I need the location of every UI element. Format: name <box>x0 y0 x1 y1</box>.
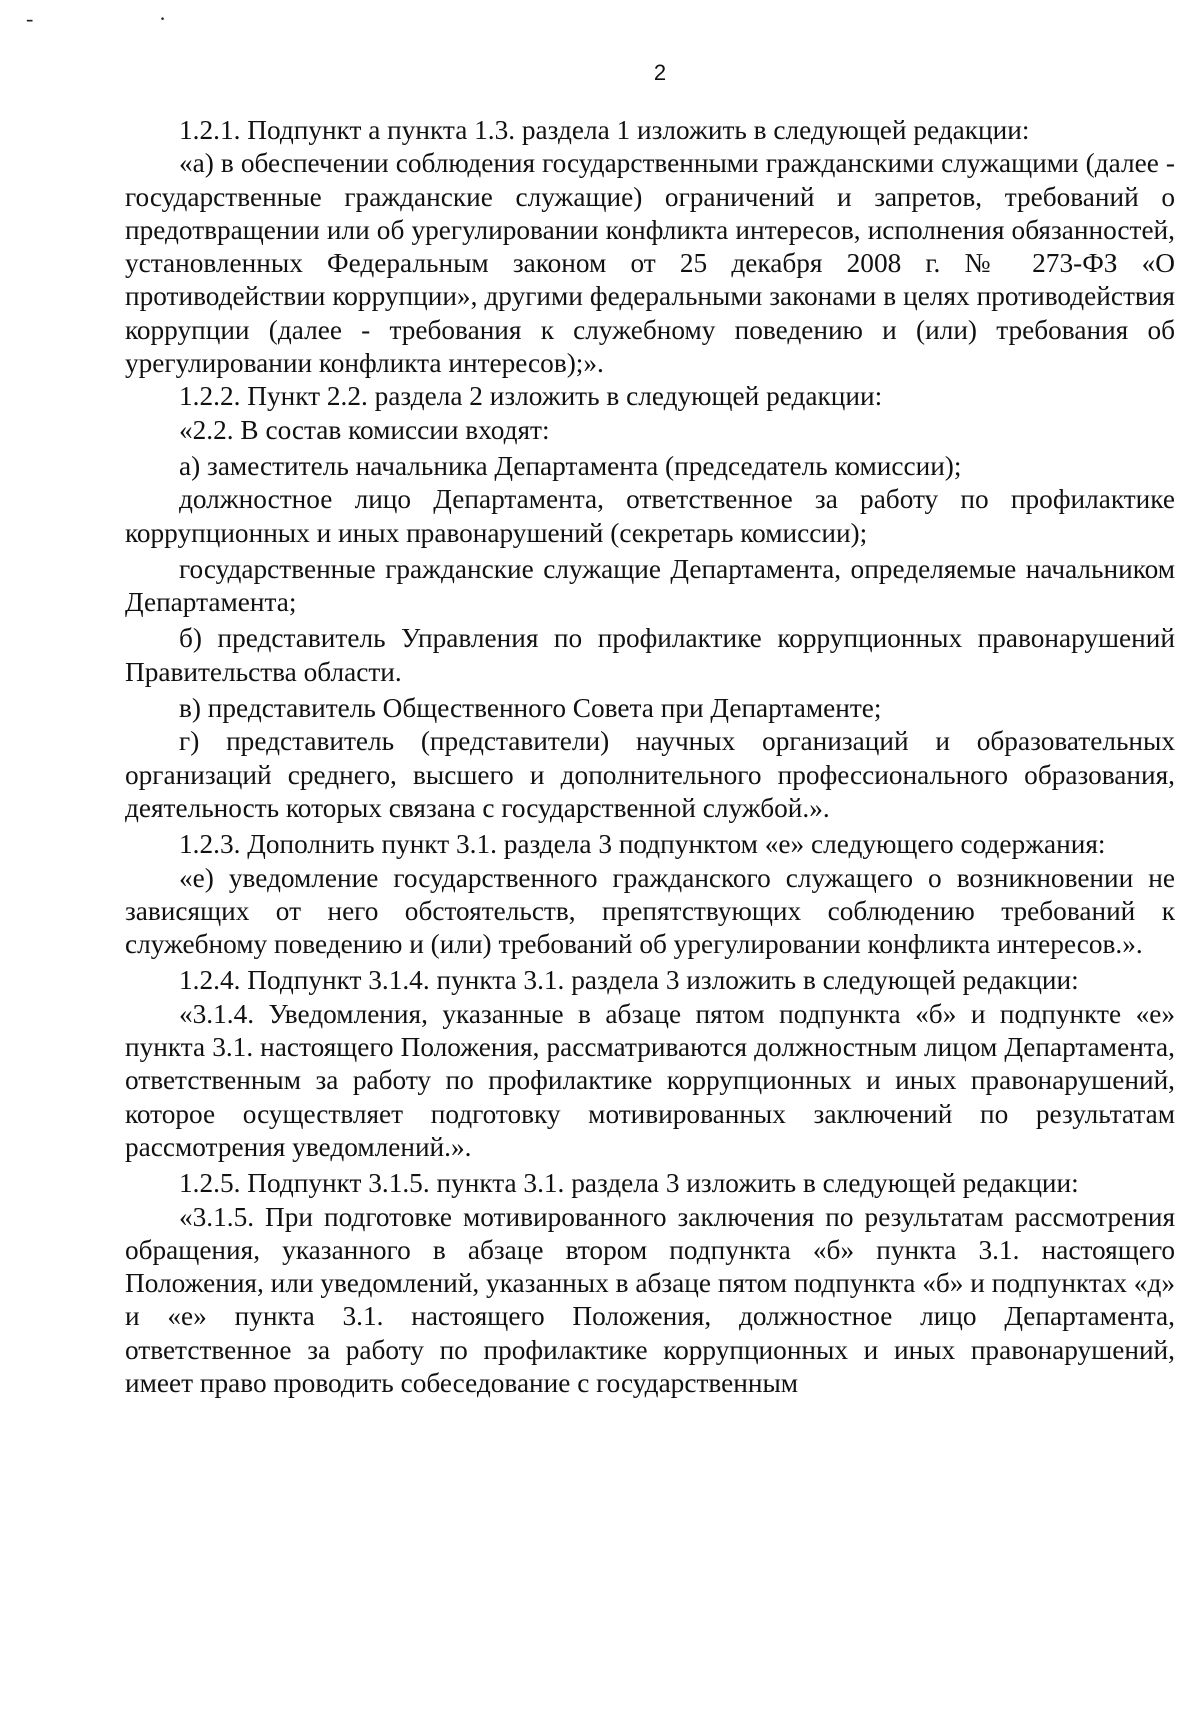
paragraph-1-2-5: 1.2.5. Подпункт 3.1.5. пункта 3.1. раздела 3 изложить в следующей редакции: <box>179 1168 1079 1199</box>
paragraph-1-2-2: 1.2.2. Пункт 2.2. раздела 2 изложить в следующей редакции: <box>179 381 883 412</box>
paragraph-item-e: «е) уведомление государственного гражданского служащего о возникновении не зависящих от него обстоятельств, препятствующих соблюдению требований к служебному поведению и (или) требований об урегулировании конфликта интересов.». <box>125 862 1175 960</box>
paragraph-secretary: должностное лицо Департамента, ответственное за работу по профилактике коррупционных и иных правонарушений (секретарь комиссии); <box>125 484 1175 548</box>
paragraph-3-1-4: «3.1.4. Уведомления, указанные в абзаце пятом подпункта «б» и подпункте «е» пункта 3.1. настоящего Положения, рассматриваются должностным лицом Департамента, ответственным за работу по профилактике коррупционных и иных правонарушений, которое осуществляет подготовку мотивированных заключений по результатам рассмотрения уведомлений.». <box>125 998 1175 1162</box>
document-body <box>125 114 1175 1400</box>
paragraph-item-a: а) заместитель начальника Департамента (председатель комиссии); <box>179 450 962 481</box>
paragraph-item-g: г) представитель (представители) научных организаций и образовательных организаций среднего, высшего и дополнительного профессионального образования, деятельность которых связана с государственной службой.». <box>125 726 1175 823</box>
paragraph-1-2-4: 1.2.4. Подпункт 3.1.4. пункта 3.1. раздела 3 изложить в следующей редакции: <box>179 965 1079 996</box>
paragraph-item-b: б) представитель Управления по профилактике коррупционных правонарушений Правительства области. <box>125 623 1175 687</box>
paragraph-2-2-heading: «2.2. В состав комиссии входят: <box>179 414 550 445</box>
paragraph-item-v: в) представитель Общественного Совета при Департаменте; <box>179 693 882 724</box>
paragraph-1-2-1: 1.2.1. Подпункт а пункта 1.3. раздела 1 изложить в следующей редакции: <box>179 115 1030 145</box>
page-number: 2 <box>653 60 667 85</box>
paragraph-3-1-5: «3.1.5. При подготовке мотивированного заключения по результатам рассмотрения обращения, указанного в абзаце втором подпункта «б» пункта 3.1. настоящего Положения, или уведомлений, указанных в абзаце пятом подпункта «б» и подпунктах «д» и «е» пункта 3.1. настоящего Положения, должностное лицо Департамента, ответственное за работу по профилактике коррупционных и иных правонарушений, имеет право проводить собеседование с государственным <box>125 1201 1175 1398</box>
paragraph-1-2-1-text: «а) в обеспечении соблюдения государственными гражданскими служащими (далее - государственные гражданские служащие) ограничений и запретов, требований о предотвращении или об урегулировании конфликта интересов, исполнения обязанностей, установленных Федеральным законом от 25 декабря 2008 г. № 273-ФЗ «О противодействии коррупции», другими федеральными законами в целях противодействия коррупции (далее - требования к служебному поведению и (или) требования об урегулировании конфликта интересов);». <box>125 148 1175 379</box>
scan-corner-marks: - · <box>26 6 227 31</box>
paragraph-1-2-3: 1.2.3. Дополнить пункт 3.1. раздела 3 подпунктом «е» следующего содержания: <box>179 829 1106 860</box>
paragraph-civil-servants: государственные гражданские служащие Департамента, определяемые начальником Департамента; <box>125 553 1175 618</box>
